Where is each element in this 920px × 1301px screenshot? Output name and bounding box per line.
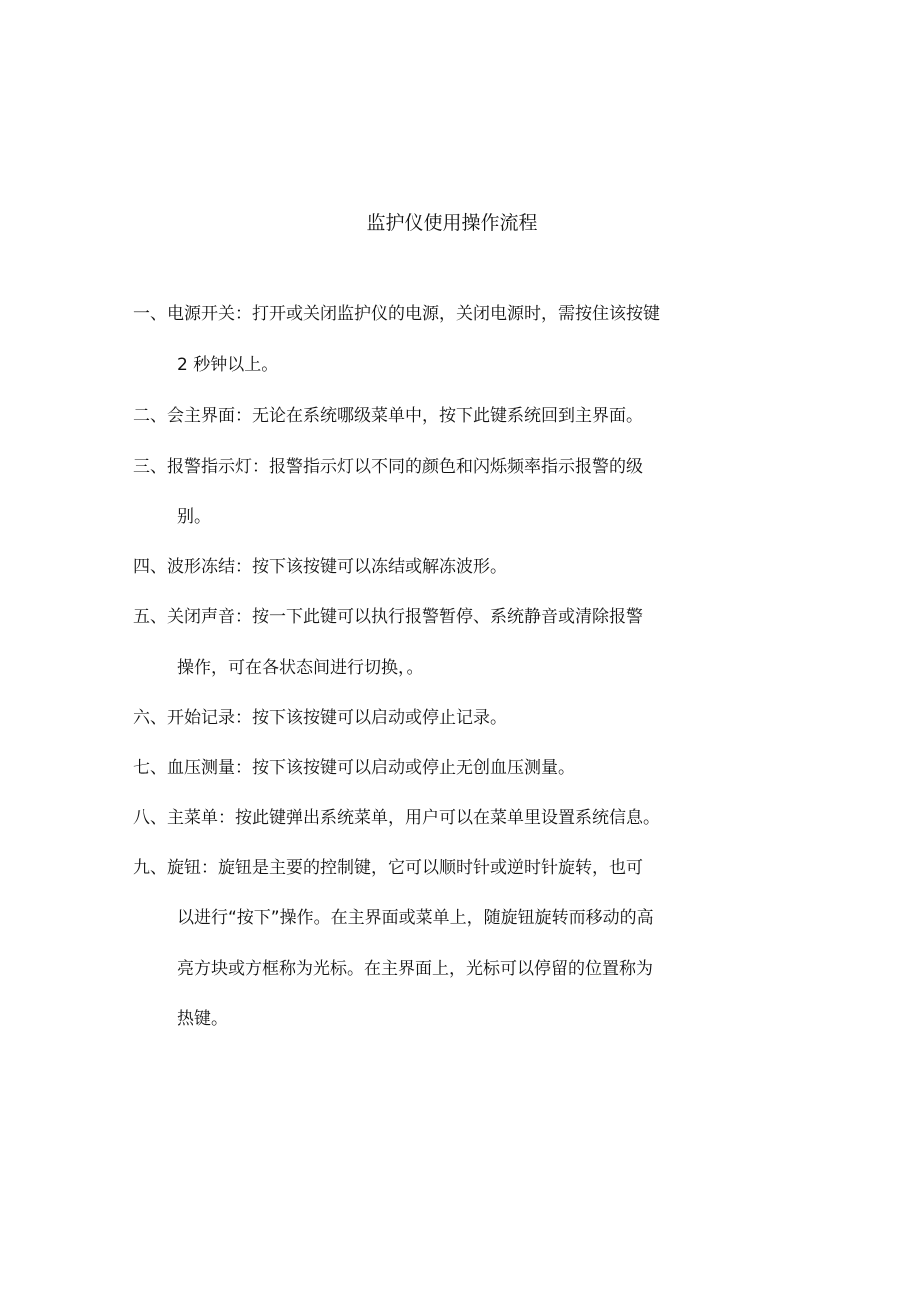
- item-7-line-1: 七、血压测量：按下该按键可以启动或停止无创血压测量。: [133, 758, 575, 778]
- item-4-line-1: 四、波形冻结：按下该按键可以冻结或解冻波形。: [133, 557, 507, 577]
- item-3-line-2: 别。: [177, 507, 211, 527]
- item-9-line-2: 以进行“按下”操作。在主界面或菜单上，随旋钮旋转而移动的高: [177, 908, 654, 928]
- item-8-line-1: 八、主菜单：按此键弹出系统菜单，用户可以在菜单里设置系统信息。: [133, 808, 660, 828]
- item-9-line-1: 九、旋钮：旋钮是主要的控制键，它可以顺时针或逆时针旋转，也可: [133, 858, 643, 878]
- item-1-line-1: 一、电源开关：打开或关闭监护仪的电源，关闭电源时，需按住该按键: [133, 304, 660, 324]
- item-2-line-1: 二、会主界面：无论在系统哪级菜单中，按下此键系统回到主界面。: [133, 406, 643, 426]
- document-title: 监护仪使用操作流程: [366, 212, 538, 234]
- item-9-line-4: 热键。: [177, 1009, 228, 1029]
- item-3-line-1: 三、报警指示灯：报警指示灯以不同的颜色和闪烁频率指示报警的级: [133, 457, 643, 477]
- item-6-line-1: 六、开始记录：按下该按键可以启动或停止记录。: [133, 708, 507, 728]
- item-1-line-2: 2 秒钟以上。: [177, 355, 279, 375]
- item-9-line-3: 亮方块或方框称为光标。在主界面上，光标可以停留的位置称为: [177, 959, 653, 979]
- item-5-line-1: 五、关闭声音：按一下此键可以执行报警暂停、系统静音或清除报警: [133, 607, 643, 627]
- item-5-line-2: 操作，可在各状态间进行切换，。: [177, 658, 424, 678]
